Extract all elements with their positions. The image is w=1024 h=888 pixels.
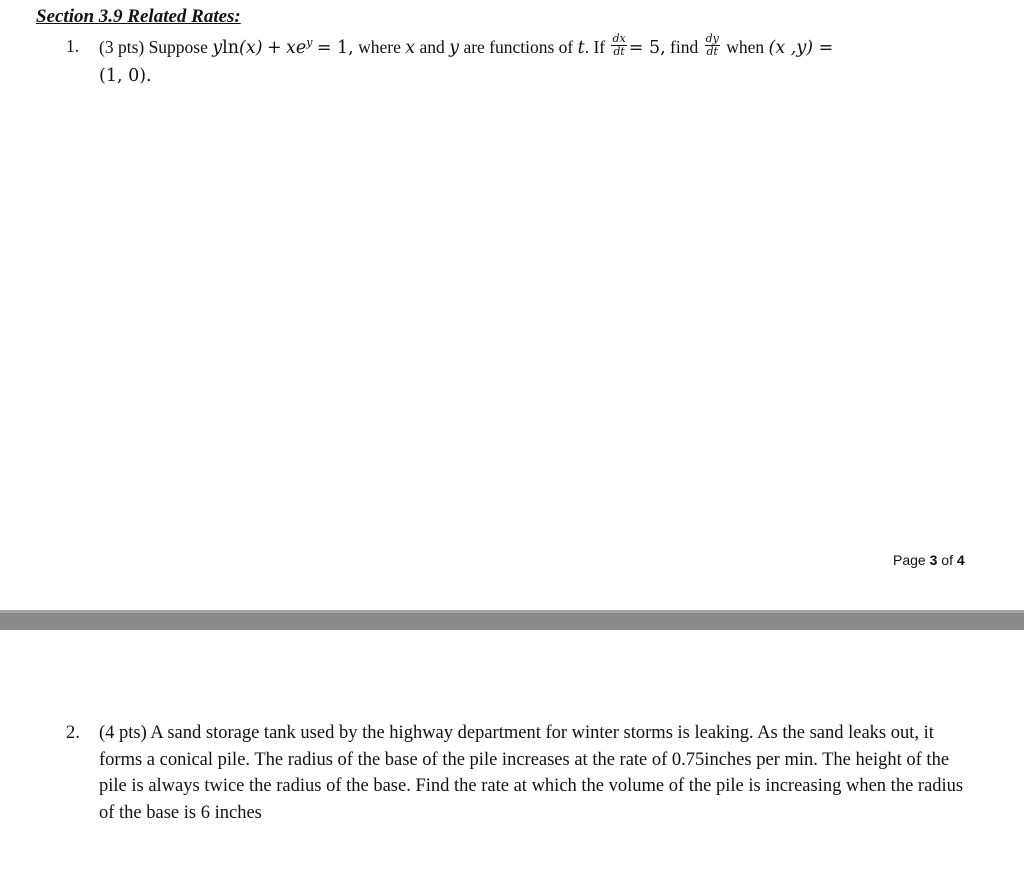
- math-equals-five: = 5,: [628, 37, 666, 58]
- question-2-text: (4 pts) A sand storage tank used by the highway department for winter storms is leaking. As the sand leaks out, it forms a conical pile. The radius of the base of the pile increases at the rate of 0.75inches per min. The height of the pile is always twice the radius of the base. Find the rate at which the volume of the pile is increasing when the radius of the base is 6 inches: [99, 723, 964, 823]
- math-equals-one: = 1,: [316, 37, 354, 58]
- divider-highlight: [0, 610, 1024, 613]
- where-text: where: [358, 36, 401, 57]
- math-x: x: [285, 37, 296, 58]
- fraction-denominator: dt: [613, 45, 625, 59]
- var-x: x: [405, 37, 416, 58]
- math-y: y: [212, 37, 223, 58]
- fraction-dx-dt: [611, 33, 626, 58]
- page-of: of: [941, 552, 953, 568]
- when-text: when: [726, 36, 765, 57]
- var-y: y: [449, 37, 460, 58]
- fraction-numerator: dx: [612, 32, 626, 46]
- point-rhs: (1, 0).: [99, 66, 152, 86]
- math-exponent: y: [306, 36, 313, 49]
- are-functions-text: are functions of: [463, 36, 574, 57]
- question-1-line-1: [99, 32, 834, 61]
- var-t: t: [577, 37, 585, 58]
- math-arg: (x): [239, 37, 263, 58]
- question-number: 2.: [66, 723, 80, 743]
- page-divider: [0, 610, 1024, 630]
- if-text: . If: [584, 36, 606, 57]
- and-text: and: [419, 36, 445, 57]
- points-label: (3 pts) Suppose: [99, 36, 208, 57]
- math-e: e: [295, 37, 307, 58]
- fraction-numerator: dy: [705, 32, 719, 46]
- page-number: [893, 552, 965, 568]
- math-ln: ln: [222, 37, 240, 58]
- section-title: Section 3.9 Related Rates:: [36, 6, 241, 27]
- page-total: 4: [956, 552, 965, 568]
- page-label: Page: [893, 552, 926, 568]
- point-lhs: (x ,y) =: [768, 37, 834, 58]
- find-text: find: [670, 36, 699, 57]
- math-plus: +: [266, 37, 282, 58]
- page-current: 3: [929, 552, 938, 568]
- question-number: 1.: [66, 36, 80, 56]
- fraction-dy-dt: [705, 33, 720, 58]
- fraction-denominator: dt: [706, 45, 718, 59]
